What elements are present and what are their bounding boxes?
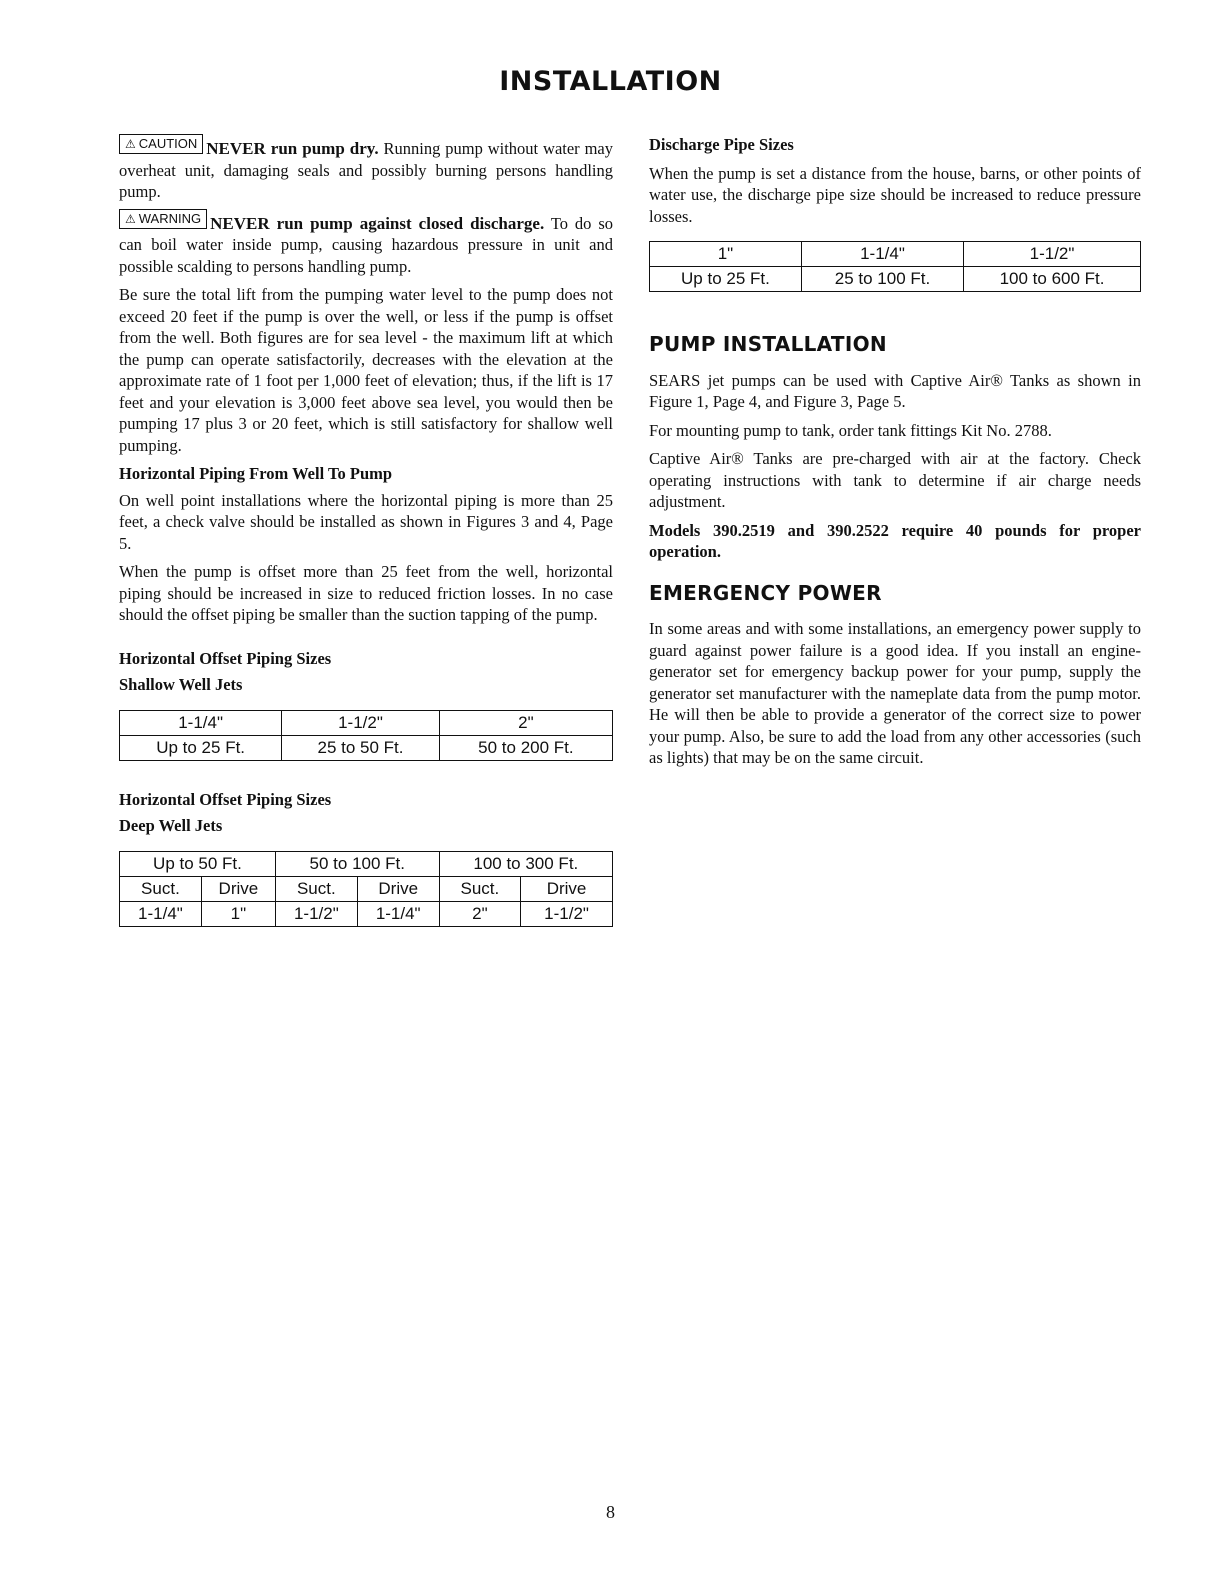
table-cell: Suct.	[439, 876, 520, 901]
table-cell: 1-1/2"	[275, 901, 357, 926]
table-cell: Up to 50 Ft.	[120, 851, 276, 876]
table-cell: Drive	[357, 876, 439, 901]
table-cell: Drive	[521, 876, 613, 901]
warning-badge	[119, 209, 207, 229]
table-cell: 1-1/4"	[120, 901, 202, 926]
table-row	[120, 901, 613, 926]
table-cell: Up to 25 Ft.	[120, 735, 282, 760]
warning-badge-label: WARNING	[138, 210, 202, 226]
table-cell: 1-1/2"	[521, 901, 613, 926]
shallow-table-subheading: Shallow Well Jets	[119, 675, 243, 694]
alert-triangle-icon: ⚠	[125, 137, 136, 151]
deep-table-subheading: Deep Well Jets	[119, 816, 223, 835]
discharge-paragraph: When the pump is set a distance from the house, barns, or other points of water use, the discharge pipe size should be increased to reduce pressure losses.	[649, 163, 1141, 226]
table-row	[120, 876, 613, 901]
warning-lead: NEVER run pump against closed discharge.	[210, 213, 545, 233]
table-row	[120, 710, 613, 735]
emergency-power-paragraph: In some areas and with some installations, an emergency power supply to guard against power failure is a good idea. If you install an engine-generator set for emergency backup power for your pump, supply the generator set manufacturer with the nameplate data from the pump motor. He will then be able to provide a generator of the correct size to power your pump. Also, be sure to add the load from any other accessories (such as lights) that may be on the same circuit.	[649, 619, 1141, 767]
page-number: 8	[606, 1502, 615, 1522]
deep-table-heading: Horizontal Offset Piping Sizes	[119, 789, 332, 809]
table-cell: 2"	[439, 710, 612, 735]
warning-text: To do so can boil water inside pump, causing hazardous pressure in unit and possible scalding to persons handling pump.	[119, 213, 613, 276]
left-column	[119, 134, 613, 927]
right-column	[649, 134, 1141, 776]
alert-triangle-icon: ⚠	[125, 211, 136, 226]
table-cell: 100 to 600 Ft.	[964, 267, 1141, 292]
pump-installation-p2: For mounting pump to tank, order tank fittings Kit No. 2788.	[649, 420, 1052, 440]
table-row	[650, 242, 1141, 267]
table-cell: 2"	[439, 901, 520, 926]
discharge-heading: Discharge Pipe Sizes	[649, 135, 794, 154]
table-cell: Up to 25 Ft.	[650, 267, 802, 292]
warning-paragraph	[119, 209, 613, 278]
table-cell: 100 to 300 Ft.	[439, 851, 612, 876]
pump-installation-p1: SEARS jet pumps can be used with Captive Air® Tanks as shown in Figure 1, Page 4, and Figure 3, Page 5.	[649, 370, 1141, 411]
table-cell: Drive	[201, 876, 275, 901]
pump-installation-p3: Captive Air® Tanks are pre-charged with air at the factory. Check operating instructions with tank to determine if air charge needs adjustment.	[649, 449, 1141, 511]
table-cell: 1"	[650, 242, 802, 267]
shallow-table-heading: Horizontal Offset Piping Sizes	[119, 648, 332, 668]
table-cell: 25 to 50 Ft.	[282, 735, 440, 760]
table-cell: 1"	[201, 901, 275, 926]
emergency-power-heading: EMERGENCY POWER	[649, 580, 882, 605]
lift-paragraph: Be sure the total lift from the pumping water level to the pump does not exceed 20 feet if the pump is over the well, or less if the pump is offset from the well. Both figures are for sea level - the maximum lift at which the pump can operate satisfactorily, decreases with the elevation at the approximate rate of 1 foot per 1,000 feet of elevation; thus, if the lift is 17 feet and your elevation is 3,000 feet above sea level, you would then be pumping 17 plus 3 or 20 feet, which is still satisfactory for shallow well pumping.	[119, 285, 613, 455]
table-cell: Suct.	[120, 876, 202, 901]
table-row	[120, 735, 613, 760]
table-cell: 50 to 200 Ft.	[439, 735, 612, 760]
table-cell: 1-1/2"	[964, 242, 1141, 267]
offset-paragraph: When the pump is offset more than 25 feet from the well, horizontal piping should be increased in size to reduced friction losses. In no case should the offset piping be smaller than the suction tapping of the pump.	[119, 562, 613, 624]
caution-text: Running pump without water may overheat unit, damaging seals and possibly burning persons handling pump.	[119, 139, 613, 201]
well-point-paragraph: On well point installations where the horizontal piping is more than 25 feet, a check valve should be installed as shown in Figures 3 and 4, Page 5.	[119, 490, 613, 553]
table-cell: 25 to 100 Ft.	[801, 267, 963, 292]
caution-badge	[119, 134, 203, 154]
shallow-well-table	[119, 710, 613, 761]
caution-badge-label: CAUTION	[138, 136, 198, 151]
table-row	[120, 851, 613, 876]
table-cell: 1-1/4"	[120, 710, 282, 735]
pump-installation-p4: Models 390.2519 and 390.2522 require 40 pounds for proper operation.	[649, 520, 1141, 561]
table-cell: 1-1/2"	[282, 710, 440, 735]
deep-well-table	[119, 851, 613, 927]
table-cell: 50 to 100 Ft.	[275, 851, 439, 876]
page-title: INSTALLATION	[499, 66, 722, 97]
table-cell: 1-1/4"	[357, 901, 439, 926]
pump-installation-heading: PUMP INSTALLATION	[649, 332, 887, 356]
table-cell: 1-1/4"	[801, 242, 963, 267]
table-row	[650, 267, 1141, 292]
horizontal-piping-heading: Horizontal Piping From Well To Pump	[119, 464, 393, 483]
discharge-pipe-table	[649, 241, 1141, 292]
caution-paragraph	[119, 134, 613, 203]
table-cell: Suct.	[275, 876, 357, 901]
caution-lead: NEVER run pump dry.	[206, 139, 379, 158]
